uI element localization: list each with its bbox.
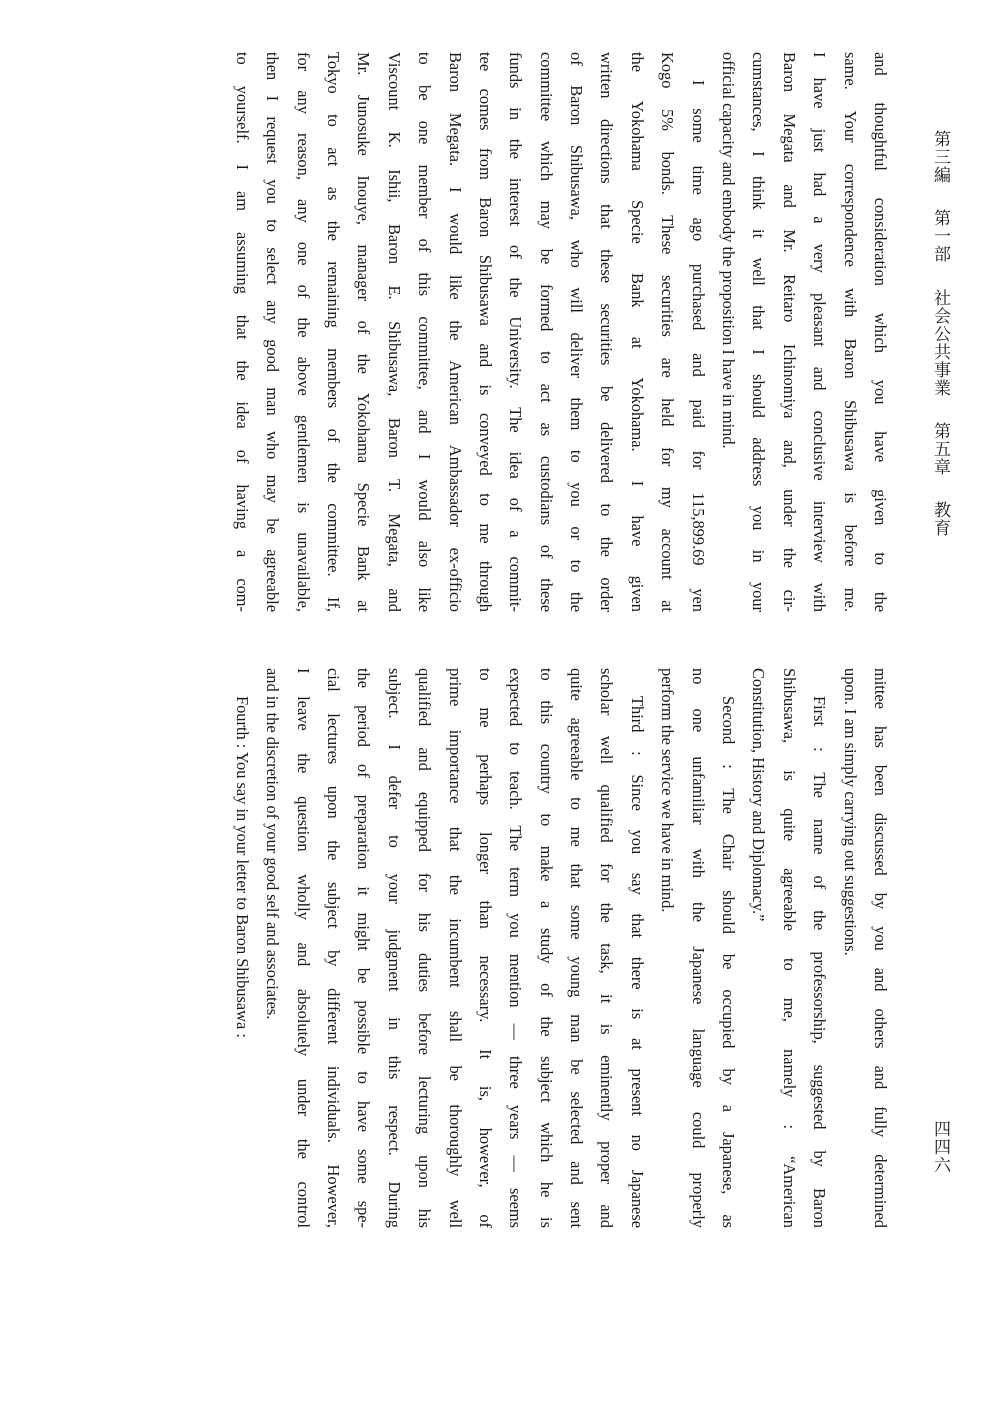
text-line: Baron Megata. I would like the American Ambassador ex-officio: [445, 52, 465, 612]
text-line: expected to teach. The term you mention — three years — seems: [506, 668, 526, 1228]
text-line: Mr. Junosuke Inouye, manager of the Yokohama Specie Bank at: [354, 52, 374, 612]
text-line: same. Your correspondence with Baron Shibusawa is before me.: [840, 52, 860, 612]
header-chapter: 第五章: [931, 421, 950, 476]
text-line: no one unfamiliar with the Japanese language could properly: [688, 668, 708, 1228]
text-line: upon. I am simply carrying out suggestions.: [840, 668, 860, 956]
text-line: to be one member of this committee, and I would also like: [415, 52, 435, 612]
text-line: mittee has been discussed by you and others and fully determined: [871, 668, 890, 1228]
text-column-1: [135, 52, 895, 612]
text-line: cumstances, I think it well that I should address you in your: [749, 52, 769, 612]
text-line: Viscount K. Ishii, Baron E. Shibusawa, Baron T. Megata, and: [384, 52, 404, 612]
text-line: for any reason, any one of the above gentlemen is unavailable,: [293, 52, 313, 612]
text-line: qualified and equipped for his duties before lecturing upon his: [415, 668, 435, 1228]
text-line: scholar well qualified for the task, it is eminently proper and: [597, 668, 617, 1228]
text-line: the period of preparation it might be possible to have some spe-: [354, 668, 374, 1228]
text-line: of Baron Shibusawa, who will deliver them to you or to the: [567, 52, 587, 612]
text-line: written directions that these securities be delivered to the order: [597, 52, 617, 612]
text-line: to this country to make a study of the subject which he is: [536, 668, 556, 1228]
text-line: funds in the interest of the University. The idea of a commit-: [506, 52, 526, 612]
text-line: Fourth : You say in your letter to Baron Shibusawa :: [232, 696, 252, 1038]
text-line: cial lectures upon the subject by different individuals. However,: [323, 668, 343, 1228]
text-line: committee which may be formed to act as custodians of these: [536, 52, 556, 612]
text-line: and thoughtful consideration which you have given to the: [871, 52, 890, 612]
text-line: subject. I defer to your judgment in this respect. During: [384, 668, 404, 1228]
text-line: Kogo 5% bonds. These securities are held for my account at: [658, 52, 678, 612]
text-line: I have just had a very pleasant and conclusive interview with: [810, 52, 830, 612]
header-topic: 教育: [931, 501, 950, 537]
text-line: Second : The Chair should be occupied by a Japanese, as: [719, 696, 739, 1228]
text-line: Constitution, History and Diplomacy.”: [749, 668, 769, 922]
text-line: I leave the question wholly and absolutely under the control: [293, 668, 313, 1228]
text-line: to me perhaps longer than necessary. It is, however, of: [475, 668, 495, 1228]
text-line: quite agreeable to me that some young man be selected and sent: [567, 668, 587, 1228]
text-line: to yourself. I am assuming that the idea of having a com-: [232, 52, 252, 612]
header-section: 第一部: [931, 209, 950, 264]
text-line: tee comes from Baron Shibusawa and is conveyed to me through: [475, 52, 495, 612]
text-line: Baron Megata and Mr. Reitaro Ichinomiya and, under the cir-: [779, 52, 799, 612]
text-line: I some time ago purchased and paid for 115,899.69 yen: [688, 80, 708, 612]
text-line: Shibusawa, is quite agreeable to me, namely : “American: [779, 668, 799, 1228]
running-header: [928, 130, 953, 537]
text-column-2: [135, 668, 895, 1228]
text-line: and in the discretion of your good self and associates.: [263, 668, 283, 1020]
text-line: Tokyo to act as the remaining members of the committee. If,: [323, 52, 343, 612]
text-line: perform the service we have in mind.: [658, 668, 678, 913]
text-line: then I request you to select any good man who may be agreeable: [263, 52, 283, 612]
text-line: the Yokohama Specie Bank at Yokohama. I have given: [627, 52, 647, 612]
header-part: 第三編: [931, 130, 950, 184]
text-line: prime importance that the incumbent shall be thoroughly well: [445, 668, 465, 1228]
text-line: First : The name of the professorship, suggested by Baron: [810, 696, 830, 1228]
text-line: official capacity and embody the proposition I have in mind.: [719, 52, 739, 449]
text-line: Third : Since you say that there is at present no Japanese: [627, 696, 647, 1228]
page-number: 四四六: [931, 1120, 950, 1174]
header-subject: 社会公共事業: [931, 288, 950, 397]
